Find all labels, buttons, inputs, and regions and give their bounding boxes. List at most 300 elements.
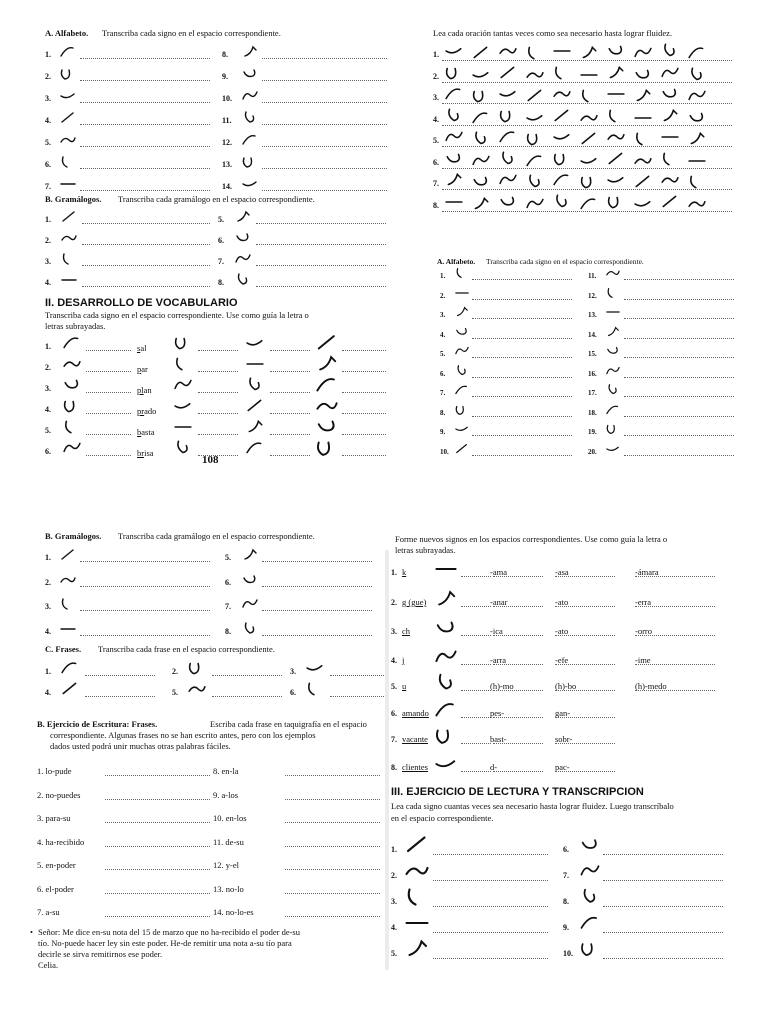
answer-line[interactable] [442, 125, 732, 126]
answer-line[interactable] [270, 371, 310, 372]
answer-line[interactable] [555, 606, 615, 607]
shorthand-sign-icon [605, 266, 621, 280]
item-number: 2. [391, 871, 397, 880]
shorthand-sign-icon [58, 209, 80, 225]
shorthand-sign-icon [58, 251, 80, 267]
answer-line[interactable] [603, 932, 723, 933]
shorthand-sign-icon [605, 364, 621, 378]
shorthand-sign-icon [433, 558, 459, 580]
answer-line[interactable] [82, 265, 210, 266]
shorthand-sign-icon [403, 885, 431, 909]
shorthand-sign-icon [496, 85, 520, 103]
answer-line[interactable] [270, 434, 310, 435]
answer-line[interactable] [635, 576, 715, 577]
alfabeto-heading-2: A. Alfabeto. [437, 257, 476, 266]
answer-line[interactable] [262, 58, 387, 59]
answer-line[interactable] [198, 434, 238, 435]
item-number: 4. [433, 114, 439, 124]
item-number: 4. [45, 278, 51, 287]
item-number: 8. [222, 50, 228, 59]
answer-line[interactable] [342, 371, 386, 372]
escritura-instruction-3: dados usted podrá unir muchas otras palabras fáciles. [50, 741, 231, 751]
answer-line[interactable] [105, 893, 210, 894]
shorthand-sign-icon [550, 85, 574, 103]
answer-line[interactable] [555, 690, 615, 691]
answer-line[interactable] [262, 146, 387, 147]
underlined-letters: br [137, 448, 145, 458]
answer-line[interactable] [80, 58, 210, 59]
answer-line[interactable] [493, 635, 543, 636]
answer-line[interactable] [472, 416, 572, 417]
shorthand-sign-icon [605, 442, 621, 456]
answer-line[interactable] [493, 576, 543, 577]
guide-word: vacante [402, 734, 428, 744]
shorthand-sign-icon [442, 171, 466, 189]
answer-line[interactable] [80, 146, 210, 147]
shorthand-sign-icon [454, 325, 470, 339]
answer-line[interactable] [270, 413, 310, 414]
item-number: 3. [391, 627, 397, 636]
answer-line[interactable] [256, 244, 386, 245]
answer-line[interactable] [472, 455, 572, 456]
answer-line[interactable] [80, 586, 210, 587]
shorthand-sign-icon [240, 572, 260, 588]
answer-line[interactable] [285, 822, 380, 823]
answer-line[interactable] [256, 265, 386, 266]
phrase-item: 7. a-su [37, 907, 60, 917]
suffix-1: -ica [490, 626, 503, 636]
answer-line[interactable] [198, 350, 238, 351]
answer-line[interactable] [461, 664, 491, 665]
shorthand-sign-icon [58, 572, 78, 588]
shorthand-sign-icon [240, 44, 260, 60]
shorthand-sign-icon [433, 646, 459, 668]
answer-line[interactable] [342, 455, 386, 456]
answer-line[interactable] [461, 690, 491, 691]
answer-line[interactable] [442, 168, 732, 169]
shorthand-sign-icon [550, 171, 574, 189]
shorthand-sign-icon [58, 230, 80, 246]
answer-line[interactable] [603, 880, 723, 881]
shorthand-sign-icon [579, 833, 601, 857]
shorthand-sign-icon [454, 344, 470, 358]
item-number: 4. [45, 688, 51, 697]
shorthand-sign-icon [604, 150, 628, 168]
shorthand-sign-icon [496, 64, 520, 82]
answer-line[interactable] [433, 854, 548, 855]
item-number: 13. [588, 311, 597, 319]
shorthand-sign-icon [496, 128, 520, 146]
shorthand-sign-icon [604, 42, 628, 60]
item-number: 6. [45, 447, 51, 456]
answer-line[interactable] [555, 717, 615, 718]
answer-line[interactable] [262, 168, 387, 169]
item-number: 11. [588, 272, 597, 280]
shorthand-sign-icon [442, 150, 466, 168]
answer-line[interactable] [635, 606, 715, 607]
suffix-2: -efe [555, 655, 569, 665]
answer-line[interactable] [472, 396, 572, 397]
suffix-2: -asa [555, 567, 569, 577]
answer-line[interactable] [80, 80, 210, 81]
answer-line[interactable] [212, 696, 282, 697]
answer-line[interactable] [493, 606, 543, 607]
answer-line[interactable] [86, 455, 131, 456]
underlined-letters: s [137, 343, 141, 353]
answer-line[interactable] [262, 124, 387, 125]
escritura-instruction-1: Escriba cada frase en taquigrafía en el espacio [210, 719, 367, 729]
shorthand-sign-icon [58, 66, 78, 82]
item-number: 5. [433, 136, 439, 145]
answer-line[interactable] [433, 932, 548, 933]
answer-line[interactable] [262, 635, 372, 636]
answer-line[interactable] [86, 392, 131, 393]
item-number: 2. [391, 598, 397, 607]
answer-line[interactable] [493, 771, 543, 772]
answer-line[interactable] [85, 675, 155, 676]
item-number: 10. [440, 447, 449, 456]
answer-line[interactable] [285, 775, 380, 776]
answer-line[interactable] [262, 102, 387, 103]
answer-line[interactable] [433, 958, 548, 959]
shorthand-sign-icon [314, 353, 340, 375]
answer-line[interactable] [624, 279, 734, 280]
shorthand-sign-icon [242, 397, 268, 415]
answer-line[interactable] [86, 371, 131, 372]
answer-line[interactable] [624, 299, 734, 300]
item-number: 2. [45, 236, 51, 245]
answer-line[interactable] [105, 822, 210, 823]
shorthand-sign-icon [242, 334, 268, 352]
answer-line[interactable] [472, 377, 572, 378]
underlined-letters: b [137, 427, 142, 437]
answer-line[interactable] [270, 392, 310, 393]
shorthand-sign-icon [242, 418, 268, 436]
answer-line[interactable] [198, 371, 238, 372]
shorthand-sign-icon [579, 885, 601, 909]
answer-line[interactable] [342, 434, 386, 435]
answer-line[interactable] [262, 80, 387, 81]
shorthand-sign-icon [579, 911, 601, 935]
worksheet-gramalogos-frases [0, 520, 390, 975]
shorthand-sign-icon [170, 334, 196, 352]
word-rest: ar [141, 364, 148, 374]
answer-line[interactable] [256, 223, 386, 224]
gramalogos-heading-2: B. Gramálogos. [45, 531, 102, 541]
answer-line[interactable] [603, 906, 723, 907]
answer-line[interactable] [285, 916, 380, 917]
phrase-item: 10. en-los [213, 813, 247, 823]
answer-line[interactable] [342, 413, 386, 414]
shorthand-sign-icon [454, 305, 470, 319]
answer-line[interactable] [624, 377, 734, 378]
answer-line[interactable] [82, 286, 210, 287]
suffix-2: -ato [555, 626, 569, 636]
answer-line[interactable] [198, 413, 238, 414]
answer-line[interactable] [262, 586, 372, 587]
item-number: 3. [45, 384, 51, 393]
answer-line[interactable] [472, 299, 572, 300]
item-number: 7. [563, 871, 569, 880]
shorthand-sign-icon [550, 128, 574, 146]
answer-line[interactable] [493, 664, 543, 665]
answer-line[interactable] [624, 396, 734, 397]
phrase-item: 13. no-lo [213, 883, 244, 894]
answer-line[interactable] [603, 958, 723, 959]
answer-line[interactable] [262, 610, 372, 611]
answer-line[interactable] [433, 880, 548, 881]
answer-line[interactable] [212, 675, 282, 676]
shorthand-sign-icon [442, 64, 466, 82]
answer-line[interactable] [472, 338, 572, 339]
suffix-1: -anar [490, 597, 508, 607]
shorthand-sign-icon [184, 680, 210, 698]
lectura-instruction: Lea cada oración tantas veces como sea necesario hasta lograr fluidez. [433, 28, 673, 38]
answer-line[interactable] [80, 610, 210, 611]
answer-line[interactable] [442, 189, 732, 190]
shorthand-sign-icon [240, 66, 260, 82]
word-rest: ado [144, 406, 157, 416]
answer-line[interactable] [635, 690, 715, 691]
answer-line[interactable] [105, 869, 210, 870]
answer-line[interactable] [461, 606, 491, 607]
section-title-vocabulario: II. DESARROLLO DE VOCABULARIO [45, 297, 238, 309]
answer-line[interactable] [635, 664, 715, 665]
guide-word: u [402, 681, 407, 691]
shorthand-sign-icon [232, 209, 254, 225]
answer-line[interactable] [472, 279, 572, 280]
shorthand-sign-icon [170, 397, 196, 415]
answer-line[interactable] [442, 146, 732, 147]
answer-line[interactable] [624, 416, 734, 417]
item-number: 8. [225, 626, 231, 636]
item-number: 1. [45, 50, 51, 59]
answer-line[interactable] [493, 690, 543, 691]
answer-line[interactable] [555, 576, 615, 577]
shorthand-sign-icon [170, 355, 196, 373]
shorthand-sign-icon [314, 416, 340, 438]
guide-word: j [402, 655, 405, 665]
answer-line[interactable] [472, 318, 572, 319]
shorthand-sign-icon [240, 547, 260, 563]
shorthand-sign-icon [57, 680, 83, 698]
worksheet-alfabeto-20 [400, 250, 768, 465]
answer-line[interactable] [270, 350, 310, 351]
item-number: 11. [222, 116, 232, 125]
lectura-instruction-1: Lea cada signo cuantas veces sea necesario hasta lograr fluidez. Luego transcríbalo [391, 801, 674, 811]
page-number: 108 [202, 454, 219, 466]
item-number: 1. [45, 342, 51, 351]
guide-word: k [402, 567, 407, 577]
item-number: 2. [45, 363, 51, 372]
item-number: 2. [433, 71, 439, 81]
escritura-instruction-2: correspondiente. Algunas frases no se han escrito antes, pero con los ejemplos [50, 730, 316, 740]
shorthand-sign-icon [58, 88, 78, 104]
item-number: 9. [563, 923, 569, 932]
shorthand-sign-icon [60, 334, 84, 352]
shorthand-sign-icon [550, 150, 574, 168]
answer-line[interactable] [342, 350, 386, 351]
answer-line[interactable] [285, 893, 380, 894]
item-number: 6. [45, 160, 51, 169]
shorthand-sign-icon [658, 128, 682, 146]
suffix-2: (h)-bo [555, 681, 577, 691]
underlined-letters: pr [137, 406, 145, 416]
answer-line[interactable] [285, 846, 380, 847]
item-number: 1. [433, 50, 439, 59]
shorthand-sign-icon [550, 64, 574, 82]
answer-line[interactable] [635, 635, 715, 636]
answer-line[interactable] [285, 869, 380, 870]
shorthand-sign-icon [579, 937, 601, 961]
suffix-2: gan- [555, 708, 571, 718]
answer-line[interactable] [624, 318, 734, 319]
item-number: 12. [588, 291, 597, 300]
answer-line[interactable] [555, 771, 615, 772]
shorthand-sign-icon [403, 911, 431, 935]
answer-line[interactable] [80, 561, 210, 562]
shorthand-sign-icon [454, 286, 470, 300]
answer-line[interactable] [461, 743, 491, 744]
item-number: 5. [391, 682, 397, 691]
answer-line[interactable] [80, 190, 210, 191]
answer-line[interactable] [472, 435, 572, 436]
answer-line[interactable] [624, 435, 734, 436]
item-number: 14. [588, 330, 597, 339]
shorthand-sign-icon [240, 176, 260, 192]
vocab-word [137, 449, 154, 458]
shorthand-sign-icon [433, 617, 459, 639]
suffix-2: -ato [555, 597, 569, 607]
item-number: 7. [218, 257, 224, 266]
answer-line[interactable] [461, 635, 491, 636]
answer-line[interactable] [442, 211, 732, 212]
answer-line[interactable] [555, 635, 615, 636]
shorthand-sign-icon [242, 439, 268, 457]
item-number: 5. [45, 426, 51, 435]
vocab-word [137, 365, 148, 374]
answer-line[interactable] [86, 350, 131, 351]
shorthand-sign-icon [579, 859, 601, 883]
item-number: 1. [45, 215, 51, 224]
answer-line[interactable] [603, 854, 723, 855]
suffix-1: d- [490, 762, 498, 772]
answer-line[interactable] [461, 576, 491, 577]
item-number: 6. [290, 688, 296, 697]
phrase-item: 3. para-su [37, 813, 71, 823]
answer-line[interactable] [105, 846, 210, 847]
shorthand-sign-icon [605, 325, 621, 339]
item-number: 20. [588, 447, 597, 456]
shorthand-sign-icon [496, 193, 520, 211]
answer-line[interactable] [555, 743, 615, 744]
item-number: 3. [45, 257, 51, 266]
underlined-letters: p [137, 364, 142, 374]
answer-line[interactable] [442, 82, 732, 83]
guide-word: g (gue) [402, 597, 427, 607]
phrase-item: 2. no-puedes [37, 789, 81, 800]
item-number: 7. [225, 602, 231, 611]
answer-line[interactable] [80, 168, 210, 169]
item-number: 3. [440, 311, 446, 319]
answer-line[interactable] [105, 799, 210, 800]
answer-line[interactable] [342, 392, 386, 393]
answer-line[interactable] [493, 743, 543, 744]
answer-line[interactable] [624, 455, 734, 456]
item-number: 8. [563, 897, 569, 906]
vocab-word [137, 344, 146, 353]
shorthand-sign-icon [232, 230, 254, 246]
answer-line[interactable] [80, 102, 210, 103]
answer-line[interactable] [82, 244, 210, 245]
answer-line[interactable] [86, 413, 131, 414]
answer-line[interactable] [461, 717, 491, 718]
answer-line[interactable] [472, 357, 572, 358]
item-number: 4. [45, 405, 51, 414]
answer-line[interactable] [80, 124, 210, 125]
shorthand-sign-icon [550, 193, 574, 211]
item-number: 2. [45, 577, 51, 587]
answer-line[interactable] [493, 717, 543, 718]
shorthand-sign-icon [658, 42, 682, 60]
shorthand-sign-icon [403, 833, 431, 857]
guide-word: amando [402, 708, 429, 718]
answer-line[interactable] [256, 286, 386, 287]
shorthand-sign-icon [604, 193, 628, 211]
answer-line[interactable] [80, 635, 210, 636]
item-number: 8. [433, 200, 439, 210]
answer-line[interactable] [105, 775, 210, 776]
shorthand-sign-icon [232, 251, 254, 267]
shorthand-sign-icon [658, 107, 682, 125]
answer-line[interactable] [555, 664, 615, 665]
item-number: 9. [440, 428, 446, 436]
shorthand-sign-icon [58, 596, 78, 612]
answer-line[interactable] [285, 799, 380, 800]
suffix-1: bast- [490, 734, 507, 744]
answer-line[interactable] [262, 561, 372, 562]
answer-line[interactable] [105, 916, 210, 917]
item-number: 5. [218, 215, 224, 224]
shorthand-sign-icon [314, 437, 340, 459]
answer-line[interactable] [442, 60, 732, 61]
shorthand-sign-icon [604, 64, 628, 82]
suffix-1: pes- [490, 708, 505, 718]
answer-line[interactable] [624, 357, 734, 358]
answer-line[interactable] [86, 434, 131, 435]
answer-line[interactable] [82, 223, 210, 224]
item-number: 2. [45, 72, 51, 81]
phrase-item: 5. en-poder [37, 860, 76, 870]
shorthand-sign-icon [604, 107, 628, 125]
shorthand-sign-icon [605, 403, 621, 417]
shorthand-sign-icon [58, 132, 78, 148]
answer-line[interactable] [624, 338, 734, 339]
item-number: 4. [391, 923, 397, 932]
answer-line[interactable] [198, 392, 238, 393]
item-number: 2. [440, 291, 446, 300]
guide-word: clientes [402, 762, 428, 772]
answer-line[interactable] [461, 771, 491, 772]
answer-line[interactable] [262, 190, 387, 191]
item-number: 3. [290, 667, 296, 676]
answer-line[interactable] [270, 455, 310, 456]
answer-line[interactable] [433, 906, 548, 907]
answer-line[interactable] [442, 103, 732, 104]
answer-line[interactable] [85, 696, 155, 697]
shorthand-sign-icon [550, 42, 574, 60]
item-number: 6. [563, 845, 569, 854]
